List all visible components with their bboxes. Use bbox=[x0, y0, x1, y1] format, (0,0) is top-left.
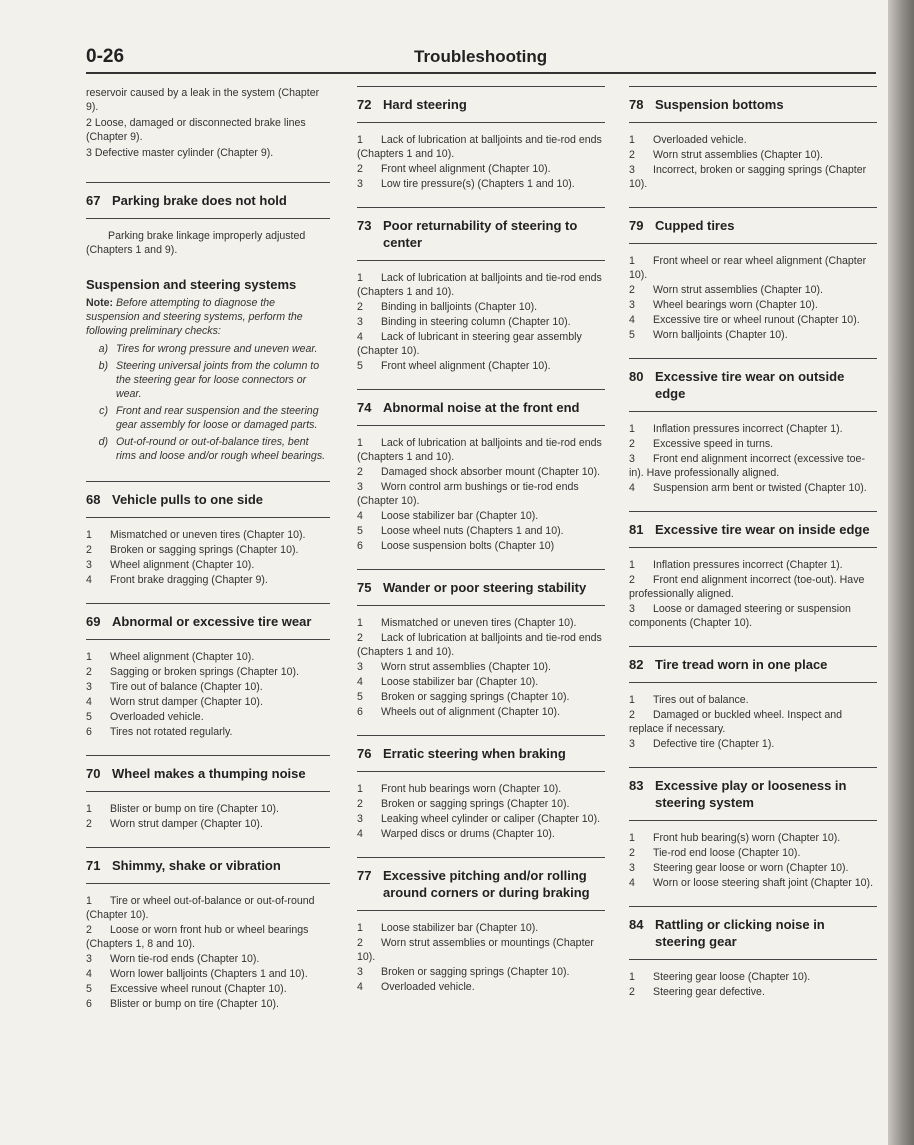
section-heading bbox=[357, 207, 605, 261]
note bbox=[86, 296, 330, 338]
check-text: Steering universal joints from the column to the steering gear for loose connectors or wear. bbox=[116, 360, 320, 400]
check-letter: b) bbox=[98, 360, 108, 372]
section-69 bbox=[86, 603, 330, 739]
section-78 bbox=[629, 86, 877, 191]
section-number: 83 bbox=[629, 778, 644, 793]
list-item: 2 Binding in balljoints (Chapter 10). bbox=[357, 301, 538, 313]
section-heading bbox=[629, 207, 877, 244]
list-item: 5 Overloaded vehicle. bbox=[86, 711, 204, 723]
section-number: 68 bbox=[86, 492, 101, 507]
check-text: Tires for wrong pressure and uneven wear. bbox=[116, 343, 318, 355]
section-title: Suspension bottoms bbox=[655, 97, 784, 112]
list-item: 4 Loose stabilizer bar (Chapter 10). bbox=[357, 676, 539, 688]
note-text: Before attempting to diagnose the suspension and steering systems, perform the following preliminary checks: bbox=[86, 297, 303, 337]
column-2 bbox=[357, 86, 605, 1010]
section-title: Rattling or clicking noise in steering gear bbox=[655, 917, 825, 949]
list-item: 3 Steering gear loose or worn (Chapter 10). bbox=[629, 862, 849, 874]
list-item: 2 Worn strut assemblies (Chapter 10). bbox=[629, 149, 823, 161]
list-item: 6 Blister or bump on tire (Chapter 10). bbox=[86, 998, 279, 1010]
check-item bbox=[86, 404, 330, 432]
list-item: 3 Tire out of balance (Chapter 10). bbox=[86, 681, 263, 693]
list-item: 4 Warped discs or drums (Chapter 10). bbox=[357, 828, 555, 840]
check-letter: c) bbox=[99, 405, 108, 417]
list-item: 6 Tires not rotated regularly. bbox=[86, 726, 233, 738]
list-item: 2 Front end alignment incorrect (toe-out). Have professionally aligned. bbox=[629, 574, 865, 600]
list-item: 1 Front wheel or rear wheel alignment (Chapter 10). bbox=[629, 255, 867, 281]
list-item: 4 Worn or loose steering shaft joint (Chapter 10). bbox=[629, 877, 874, 889]
list-item: 3 Loose or damaged steering or suspension components (Chapter 10). bbox=[629, 603, 851, 629]
section-67 bbox=[86, 182, 330, 257]
section-heading bbox=[629, 906, 877, 960]
section-heading bbox=[86, 755, 330, 792]
list-item: 1 Lack of lubrication at balljoints and tie-rod ends (Chapters 1 and 10). bbox=[357, 437, 602, 463]
list-item: 2 Front wheel alignment (Chapter 10). bbox=[357, 163, 551, 175]
list-item: 1 Mismatched or uneven tires (Chapter 10). bbox=[357, 617, 577, 629]
list-item: 6 Loose suspension bolts (Chapter 10) bbox=[357, 540, 555, 552]
section-title: Abnormal or excessive tire wear bbox=[112, 614, 312, 629]
list-item: 2 Damaged or buckled wheel. Inspect and replace if necessary. bbox=[629, 709, 843, 735]
list-item: 3 Worn control arm bushings or tie-rod ends (Chapter 10). bbox=[357, 481, 579, 507]
list-item: 1 Tire or wheel out-of-balance or out-of-round (Chapter 10). bbox=[86, 895, 315, 921]
list-item: 2 Worn strut assemblies or mountings (Chapter 10). bbox=[357, 937, 594, 963]
intro-line: 2 Loose, damaged or disconnected brake lines (Chapter 9). bbox=[86, 117, 306, 143]
list-item: 1 Overloaded vehicle. bbox=[629, 134, 747, 146]
list-item: 1 Mismatched or uneven tires (Chapter 10). bbox=[86, 529, 306, 541]
section-title: Excessive tire wear on inside edge bbox=[655, 522, 870, 537]
section-heading bbox=[357, 389, 605, 426]
section-title: Wander or poor steering stability bbox=[383, 580, 587, 595]
section-heading bbox=[629, 511, 877, 548]
list-item: 1 Lack of lubrication at balljoints and tie-rod ends (Chapters 1 and 10). bbox=[357, 272, 602, 298]
section-82 bbox=[629, 646, 877, 751]
intro-line: 3 Defective master cylinder (Chapter 9). bbox=[86, 147, 274, 159]
list-item: 1 Inflation pressures incorrect (Chapter 1). bbox=[629, 423, 843, 435]
section-text: Parking brake linkage improperly adjusted (Chapters 1 and 9). bbox=[86, 230, 306, 256]
section-heading bbox=[629, 646, 877, 683]
section-80 bbox=[629, 358, 877, 495]
list-item: 3 Low tire pressure(s) (Chapters 1 and 10). bbox=[357, 178, 575, 190]
column-1 bbox=[86, 86, 330, 1027]
section-68 bbox=[86, 481, 330, 587]
section-title: Erratic steering when braking bbox=[383, 746, 566, 761]
page-title: Troubleshooting bbox=[414, 47, 548, 66]
list-item: 2 Worn strut assemblies (Chapter 10). bbox=[629, 284, 823, 296]
list-item: 1 Blister or bump on tire (Chapter 10). bbox=[86, 803, 279, 815]
check-letter: d) bbox=[98, 436, 108, 448]
list-item: 2 Excessive speed in turns. bbox=[629, 438, 774, 450]
list-item: 4 Lack of lubricant in steering gear assembly (Chapter 10). bbox=[357, 331, 582, 357]
list-item: 2 Lack of lubrication at balljoints and tie-rod ends (Chapters 1 and 10). bbox=[357, 632, 602, 658]
section-title: Abnormal noise at the front end bbox=[383, 400, 580, 415]
list-item: 4 Excessive tire or wheel runout (Chapter 10). bbox=[629, 314, 860, 326]
section-number: 75 bbox=[357, 580, 372, 595]
section-heading bbox=[629, 86, 877, 123]
list-item: 2 Steering gear defective. bbox=[629, 986, 765, 998]
check-item bbox=[86, 342, 330, 356]
list-item: 2 Damaged shock absorber mount (Chapter 10). bbox=[357, 466, 601, 478]
list-item: 1 Loose stabilizer bar (Chapter 10). bbox=[357, 922, 539, 934]
chapter-subheading: Suspension and steering systems bbox=[86, 277, 297, 292]
section-66-continued bbox=[86, 86, 330, 160]
section-number: 82 bbox=[629, 657, 644, 672]
list-item: 4 Worn lower balljoints (Chapters 1 and 10). bbox=[86, 968, 308, 980]
section-title: Excessive pitching and/or rolling around corners or during braking bbox=[383, 868, 590, 900]
section-title: Parking brake does not hold bbox=[112, 193, 287, 208]
list-item: 5 Broken or sagging springs (Chapter 10). bbox=[357, 691, 570, 703]
section-number: 84 bbox=[629, 917, 644, 932]
section-heading bbox=[357, 569, 605, 606]
check-letter: a) bbox=[98, 343, 108, 355]
section-title: Vehicle pulls to one side bbox=[112, 492, 263, 507]
section-number: 76 bbox=[357, 746, 372, 761]
section-number: 67 bbox=[86, 193, 101, 208]
intro-line: reservoir caused by a leak in the system (Chapter 9). bbox=[86, 87, 320, 113]
section-75 bbox=[357, 569, 605, 719]
check-text: Front and rear suspension and the steering gear assembly for loose or damaged parts. bbox=[116, 405, 319, 431]
suspension-steering-intro bbox=[86, 277, 330, 463]
list-item: 2 Loose or worn front hub or wheel bearings (Chapters 1, 8 and 10). bbox=[86, 924, 309, 950]
list-item: 5 Excessive wheel runout (Chapter 10). bbox=[86, 983, 287, 995]
list-item: 2 Tie-rod end loose (Chapter 10). bbox=[629, 847, 801, 859]
section-84 bbox=[629, 906, 877, 999]
section-72 bbox=[357, 86, 605, 191]
list-item: 3 Worn tie-rod ends (Chapter 10). bbox=[86, 953, 260, 965]
section-number: 78 bbox=[629, 97, 644, 112]
list-item: 4 Suspension arm bent or twisted (Chapter 10). bbox=[629, 482, 867, 494]
section-77 bbox=[357, 857, 605, 994]
list-item: 1 Lack of lubrication at balljoints and tie-rod ends (Chapters 1 and 10). bbox=[357, 134, 602, 160]
page-edge-shadow bbox=[888, 0, 914, 1145]
check-text: Out-of-round or out-of-balance tires, bent rims and loose and/or rough wheel bearings. bbox=[116, 436, 326, 462]
list-item: 1 Tires out of balance. bbox=[629, 694, 749, 706]
list-item: 2 Sagging or broken springs (Chapter 10). bbox=[86, 666, 300, 678]
list-item: 1 Inflation pressures incorrect (Chapter 1). bbox=[629, 559, 843, 571]
list-item: 2 Broken or sagging springs (Chapter 10). bbox=[86, 544, 299, 556]
section-71 bbox=[86, 847, 330, 1011]
section-number: 71 bbox=[86, 858, 101, 873]
list-item: 3 Broken or sagging springs (Chapter 10). bbox=[357, 966, 570, 978]
column-3 bbox=[629, 86, 877, 1015]
section-81 bbox=[629, 511, 877, 630]
list-item: 5 Loose wheel nuts (Chapters 1 and 10). bbox=[357, 525, 564, 537]
section-title: Cupped tires bbox=[655, 218, 735, 233]
section-number: 79 bbox=[629, 218, 644, 233]
section-73 bbox=[357, 207, 605, 373]
list-item: 4 Loose stabilizer bar (Chapter 10). bbox=[357, 510, 539, 522]
section-83 bbox=[629, 767, 877, 890]
list-item: 3 Binding in steering column (Chapter 10). bbox=[357, 316, 571, 328]
section-title: Excessive play or looseness in steering system bbox=[655, 778, 847, 810]
section-title: Wheel makes a thumping noise bbox=[112, 766, 306, 781]
section-number: 73 bbox=[357, 218, 372, 233]
section-heading bbox=[86, 182, 330, 219]
section-title: Poor returnability of steering to center bbox=[383, 218, 578, 250]
list-item: 3 Worn strut assemblies (Chapter 10). bbox=[357, 661, 551, 673]
list-item: 2 Broken or sagging springs (Chapter 10). bbox=[357, 798, 570, 810]
list-item: 1 Wheel alignment (Chapter 10). bbox=[86, 651, 255, 663]
section-title: Shimmy, shake or vibration bbox=[112, 858, 281, 873]
section-heading bbox=[357, 857, 605, 911]
list-item: 6 Wheels out of alignment (Chapter 10). bbox=[357, 706, 561, 718]
list-item: 5 Worn balljoints (Chapter 10). bbox=[629, 329, 788, 341]
list-item: 4 Worn strut damper (Chapter 10). bbox=[86, 696, 263, 708]
section-number: 77 bbox=[357, 868, 372, 883]
section-79 bbox=[629, 207, 877, 342]
section-number: 81 bbox=[629, 522, 644, 537]
section-number: 80 bbox=[629, 369, 644, 384]
section-title: Tire tread worn in one place bbox=[655, 657, 828, 672]
section-number: 74 bbox=[357, 400, 372, 415]
list-item: 1 Front hub bearing(s) worn (Chapter 10). bbox=[629, 832, 841, 844]
list-item: 1 Front hub bearings worn (Chapter 10). bbox=[357, 783, 562, 795]
section-title: Excessive tire wear on outside edge bbox=[655, 369, 845, 401]
section-heading bbox=[629, 358, 877, 412]
list-item: 4 Front brake dragging (Chapter 9). bbox=[86, 574, 268, 586]
section-heading bbox=[86, 603, 330, 640]
section-heading bbox=[357, 735, 605, 772]
check-item bbox=[86, 435, 330, 463]
list-item: 3 Leaking wheel cylinder or caliper (Chapter 10). bbox=[357, 813, 601, 825]
check-item bbox=[86, 359, 330, 401]
list-item: 3 Wheel alignment (Chapter 10). bbox=[86, 559, 255, 571]
section-number: 72 bbox=[357, 97, 372, 112]
section-76 bbox=[357, 735, 605, 841]
section-heading bbox=[357, 86, 605, 123]
section-heading bbox=[86, 847, 330, 884]
section-74 bbox=[357, 389, 605, 553]
note-label: Note: bbox=[86, 297, 114, 309]
section-heading bbox=[86, 481, 330, 518]
list-item: 2 Worn strut damper (Chapter 10). bbox=[86, 818, 263, 830]
section-number: 69 bbox=[86, 614, 101, 629]
list-item: 3 Front end alignment incorrect (excessive toe-in). Have professionally aligned. bbox=[629, 453, 865, 479]
list-item: 1 Steering gear loose (Chapter 10). bbox=[629, 971, 811, 983]
list-item: 4 Overloaded vehicle. bbox=[357, 981, 475, 993]
section-heading bbox=[629, 767, 877, 821]
section-70 bbox=[86, 755, 330, 831]
list-item: 3 Incorrect, broken or sagging springs (Chapter 10). bbox=[629, 164, 867, 190]
section-number: 70 bbox=[86, 766, 101, 781]
list-item: 5 Front wheel alignment (Chapter 10). bbox=[357, 360, 551, 372]
header-rule bbox=[86, 72, 876, 74]
list-item: 3 Defective tire (Chapter 1). bbox=[629, 738, 775, 750]
list-item: 3 Wheel bearings worn (Chapter 10). bbox=[629, 299, 818, 311]
section-title: Hard steering bbox=[383, 97, 467, 112]
page-number: 0-26 bbox=[86, 46, 125, 67]
